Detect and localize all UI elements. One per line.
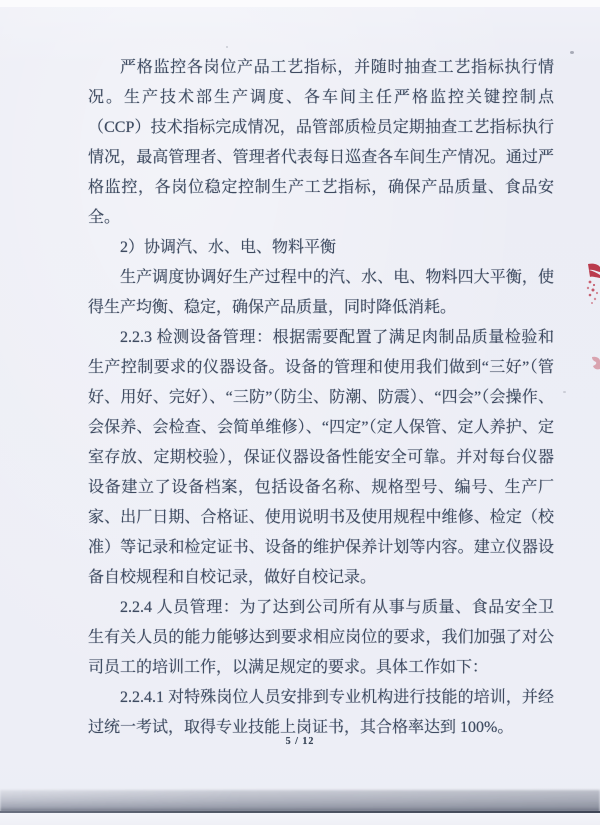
- red-seal-smudge-icon: [589, 356, 600, 371]
- paragraph-equipment-management: 2.2.3 检测设备管理：根据需要配置了满足肉制品质量检验和生产控制要求的仪器设备。设备的管理和使用我们做到“三好”（管好、用好、完好）、“三防”（防尘、防潮、防震）、“四会”（会操作、会保养、会检查、会简单维修）、“四定”（定人保管、定人养护、定室存放、定期校验），保证仪器设备性能安全可靠。并对每台仪器设备建立了设备档案，包括设备名称、规格型号、编号、生产厂家、出厂日期、合格证、使用说明书及使用规程中维修、检定（校准）等记录和检定证书、设备的维护保养计划等内容。建立仪器设备自校规程和自校记录，做好自校记录。: [88, 329, 554, 586]
- paragraph-coordination: 生产调度协调好生产过程中的汽、水、电、物料四大平衡，使得生产均衡、稳定，确保产品质量，同时降低消耗。: [88, 269, 554, 316]
- paragraph-special-post-training: 2.2.4.1 对特殊岗位人员安排到专业机构进行技能的培训，并经过统一考试，取得专业技能上岗证书，其合格率达到 100%。: [88, 689, 554, 736]
- paragraph-personnel-management: 2.2.4 人员管理：为了达到公司所有从事与质量、食品安全卫生有关人员的能力能够达到要求相应岗位的要求，我们加强了对公司员工的培训工作，以满足规定的要求。具体工作如下：: [88, 599, 554, 676]
- scan-speck: [563, 391, 566, 393]
- scan-bottom-shadow: [0, 790, 600, 812]
- page-number: 5 / 12: [285, 736, 315, 747]
- document-body: [88, 53, 554, 743]
- scan-speck: [570, 51, 574, 54]
- red-seal-fragment-icon: [584, 262, 600, 306]
- scan-top-edge: [0, 0, 600, 7]
- list-item-coordination-heading: 2）协调汽、水、电、物料平衡: [120, 239, 337, 256]
- next-page-edge: [0, 813, 600, 825]
- paragraph-process-monitoring: 严格监控各岗位产品工艺指标，并随时抽查工艺指标执行情况。生产技术部生产调度、各车间主任严格监控关键控制点（CCP）技术指标完成情况，品管部质检员定期抽查工艺指标执行情况，最高管理者、管理者代表每日巡查各车间生产情况。通过严格监控，各岗位稳定控制生产工艺指标，确保产品质量、食品安全。: [88, 59, 554, 226]
- scan-speck: [226, 46, 228, 48]
